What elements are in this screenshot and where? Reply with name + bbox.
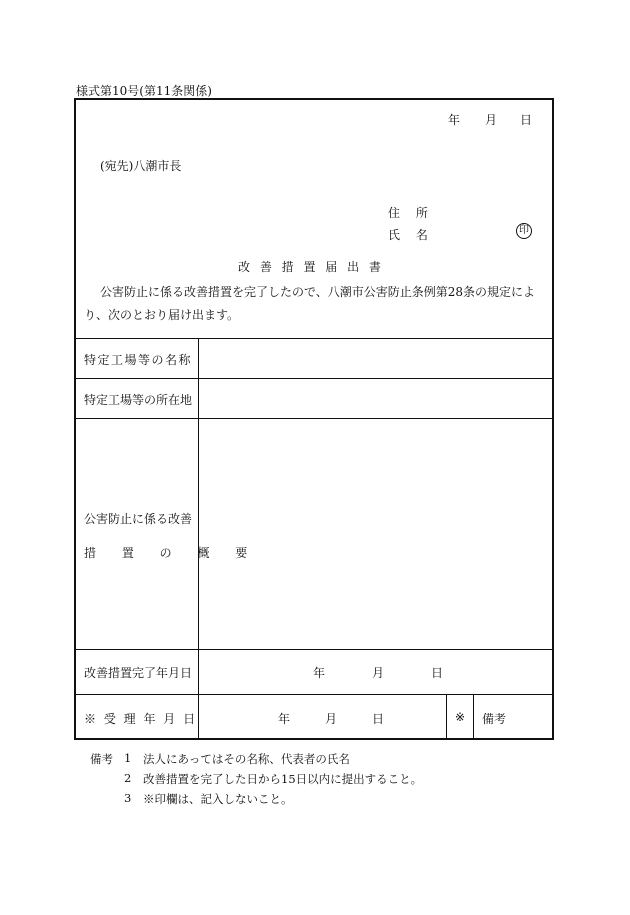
row-divider [75,418,553,419]
notes-heading: 備考 [90,752,113,766]
row-divider [75,649,553,650]
note-text: 法人にあってはその名称、代表者の氏名 [143,752,350,766]
date-day: 日 [520,113,533,127]
factory-name-label: 特定工場等の名称 [84,353,193,367]
completion-month: 月 [372,666,385,680]
form-number: 様式第10号(第11条関係) [76,84,212,98]
office-use-mark: ※ [455,710,466,724]
completion-day: 日 [431,666,444,680]
summary-label-line1: 公害防止に係る改善 [84,512,193,526]
name-label: 氏 名 [388,228,434,242]
note-number: 1 [124,751,132,765]
column-divider [473,694,474,739]
receipt-month: 月 [325,712,338,726]
receipt-day: 日 [372,712,385,726]
document-title: 改 善 措 置 届 出 書 [238,260,384,274]
column-divider [198,338,199,739]
address-label: 住 所 [388,206,434,220]
note-text: ※印欄は、記入しないこと。 [143,792,293,806]
row-divider [75,694,553,695]
completion-year: 年 [313,666,326,680]
row-divider [75,338,553,339]
seal-mark: 印 [516,223,532,239]
receipt-date-label: ※ 受 理 年 月 日 [84,712,198,726]
note-number: 2 [124,771,132,785]
date-month: 月 [485,113,498,127]
note-text: 改善措置を完了した日から15日以内に提出すること。 [143,772,423,786]
summary-label-line2: 措 置 の 概 要 [84,546,259,560]
remarks-cell-label: 備考 [482,712,507,726]
form-frame [74,98,554,740]
body-text-line1: 公害防止に係る改善措置を完了したので、八潮市公害防止条例第28条の規定によ [100,285,536,299]
body-text-line2: り、次のとおり届け出ます。 [84,308,240,322]
date-year: 年 [448,113,461,127]
factory-location-label: 特定工場等の所在地 [84,393,193,407]
addressee: (宛先)八潮市長 [100,159,182,173]
completion-date-label: 改善措置完了年月日 [84,666,193,680]
note-number: 3 [124,791,132,805]
receipt-year: 年 [278,712,291,726]
column-divider [446,694,447,739]
row-divider [75,378,553,379]
